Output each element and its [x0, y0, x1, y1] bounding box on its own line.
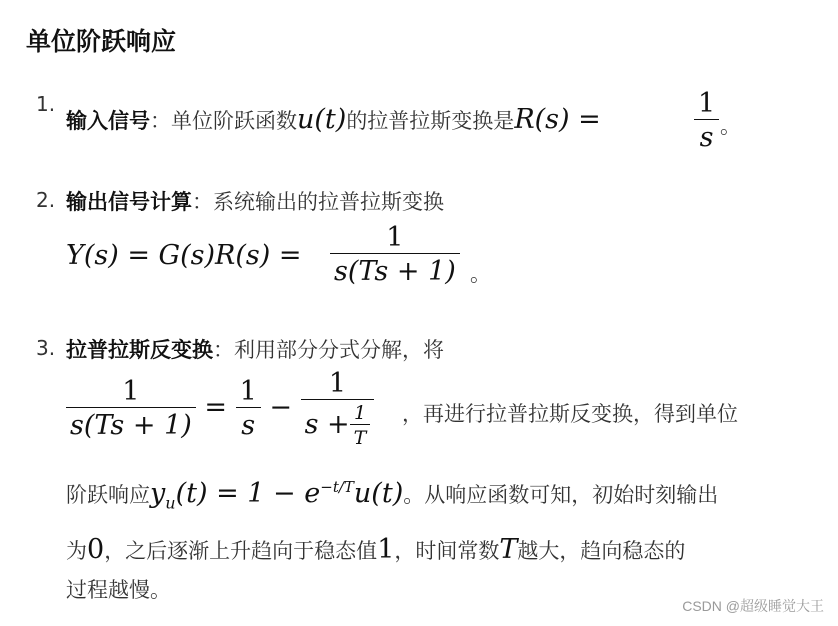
- item-3-colon: ：: [213, 338, 234, 362]
- y-symbol: y: [150, 478, 166, 509]
- response-mid: (t) = 1 − e: [175, 478, 321, 509]
- list-number-3: 3.: [36, 336, 56, 360]
- frac-Y: [330, 222, 460, 287]
- frac-num: 1: [698, 88, 716, 119]
- item-1-text2: 的拉普拉斯变换是: [346, 109, 515, 133]
- item-3-text2: ，再进行拉普拉斯反变换，得到单位: [402, 402, 738, 426]
- math-Y-expr: Y(s) = G(s)R(s) =: [66, 240, 302, 271]
- watermark: CSDN @超级睡觉大王: [682, 598, 824, 614]
- frac-den: s(Ts + 1): [330, 253, 460, 287]
- list-number-1: 1.: [36, 92, 56, 116]
- item-3-line4: [66, 534, 685, 565]
- item-3-line4b: ，之后逐渐上升趋向于稳态值: [104, 539, 378, 563]
- partial-fraction-eq: [66, 368, 374, 449]
- item-3-heading: 拉普拉斯反变换: [66, 338, 213, 362]
- math-zero: 0: [87, 534, 105, 565]
- list-item-2: [66, 186, 444, 216]
- s-plus: s +: [304, 409, 350, 440]
- u-subscript: u: [165, 493, 176, 513]
- frac-den: s(Ts + 1): [66, 407, 196, 441]
- frac-num: 1: [353, 402, 367, 424]
- item-3-line4d: 越大，趋向稳态的: [517, 539, 686, 563]
- math-one: 1: [377, 534, 395, 565]
- frac-den: T: [350, 424, 371, 449]
- frac-num: 1: [239, 376, 257, 407]
- item-1-end: 。: [720, 114, 741, 138]
- exponent: −t/T: [320, 478, 354, 496]
- frac-den: s: [694, 119, 719, 153]
- exp-den: T: [343, 478, 354, 496]
- list-item-1: [66, 104, 601, 135]
- item-2-heading: 输出信号计算: [66, 190, 192, 214]
- item-2-end: 。: [470, 262, 491, 286]
- item-3-line4c: ，时间常数: [394, 539, 500, 563]
- item-1-colon: ：: [150, 109, 171, 133]
- list-number-2: 2.: [36, 188, 56, 212]
- u-t: u(t): [353, 478, 404, 509]
- frac-1-over-T: [350, 402, 371, 449]
- math-T: T: [499, 534, 518, 565]
- item-3-line5: 过程越慢。: [66, 578, 171, 602]
- item-3-line3a: 阶跃响应: [66, 483, 150, 507]
- math-u-t: u(t): [297, 104, 347, 135]
- page-title: 单位阶跃响应: [26, 27, 177, 56]
- item-1-heading: 输入信号: [66, 109, 150, 133]
- frac-num: 1: [386, 222, 404, 253]
- exp-num: t: [332, 478, 339, 496]
- item-2-text: 系统输出的拉普拉斯变换: [213, 190, 444, 214]
- item-3-line3b: 。从响应函数可知，初始时刻输出: [403, 483, 719, 507]
- frac-num: 1: [122, 376, 140, 407]
- item-3-line3: [66, 478, 718, 512]
- frac-num: 1: [328, 368, 347, 399]
- item-3-line4a: 为: [66, 539, 87, 563]
- item-1-text: 单位阶跃函数: [171, 109, 297, 133]
- math-step-response: [150, 478, 404, 513]
- equals-sign: =: [204, 392, 228, 423]
- item-3-text: 利用部分分式分解，将: [234, 338, 444, 362]
- math-R-s: R(s) =: [514, 104, 601, 135]
- item-2-colon: ：: [192, 190, 213, 214]
- frac-den: s: [236, 407, 261, 441]
- list-item-3: [66, 334, 444, 364]
- minus-sign: −: [269, 392, 293, 423]
- frac-1-over-s: [694, 88, 719, 153]
- frac-den: [301, 399, 375, 449]
